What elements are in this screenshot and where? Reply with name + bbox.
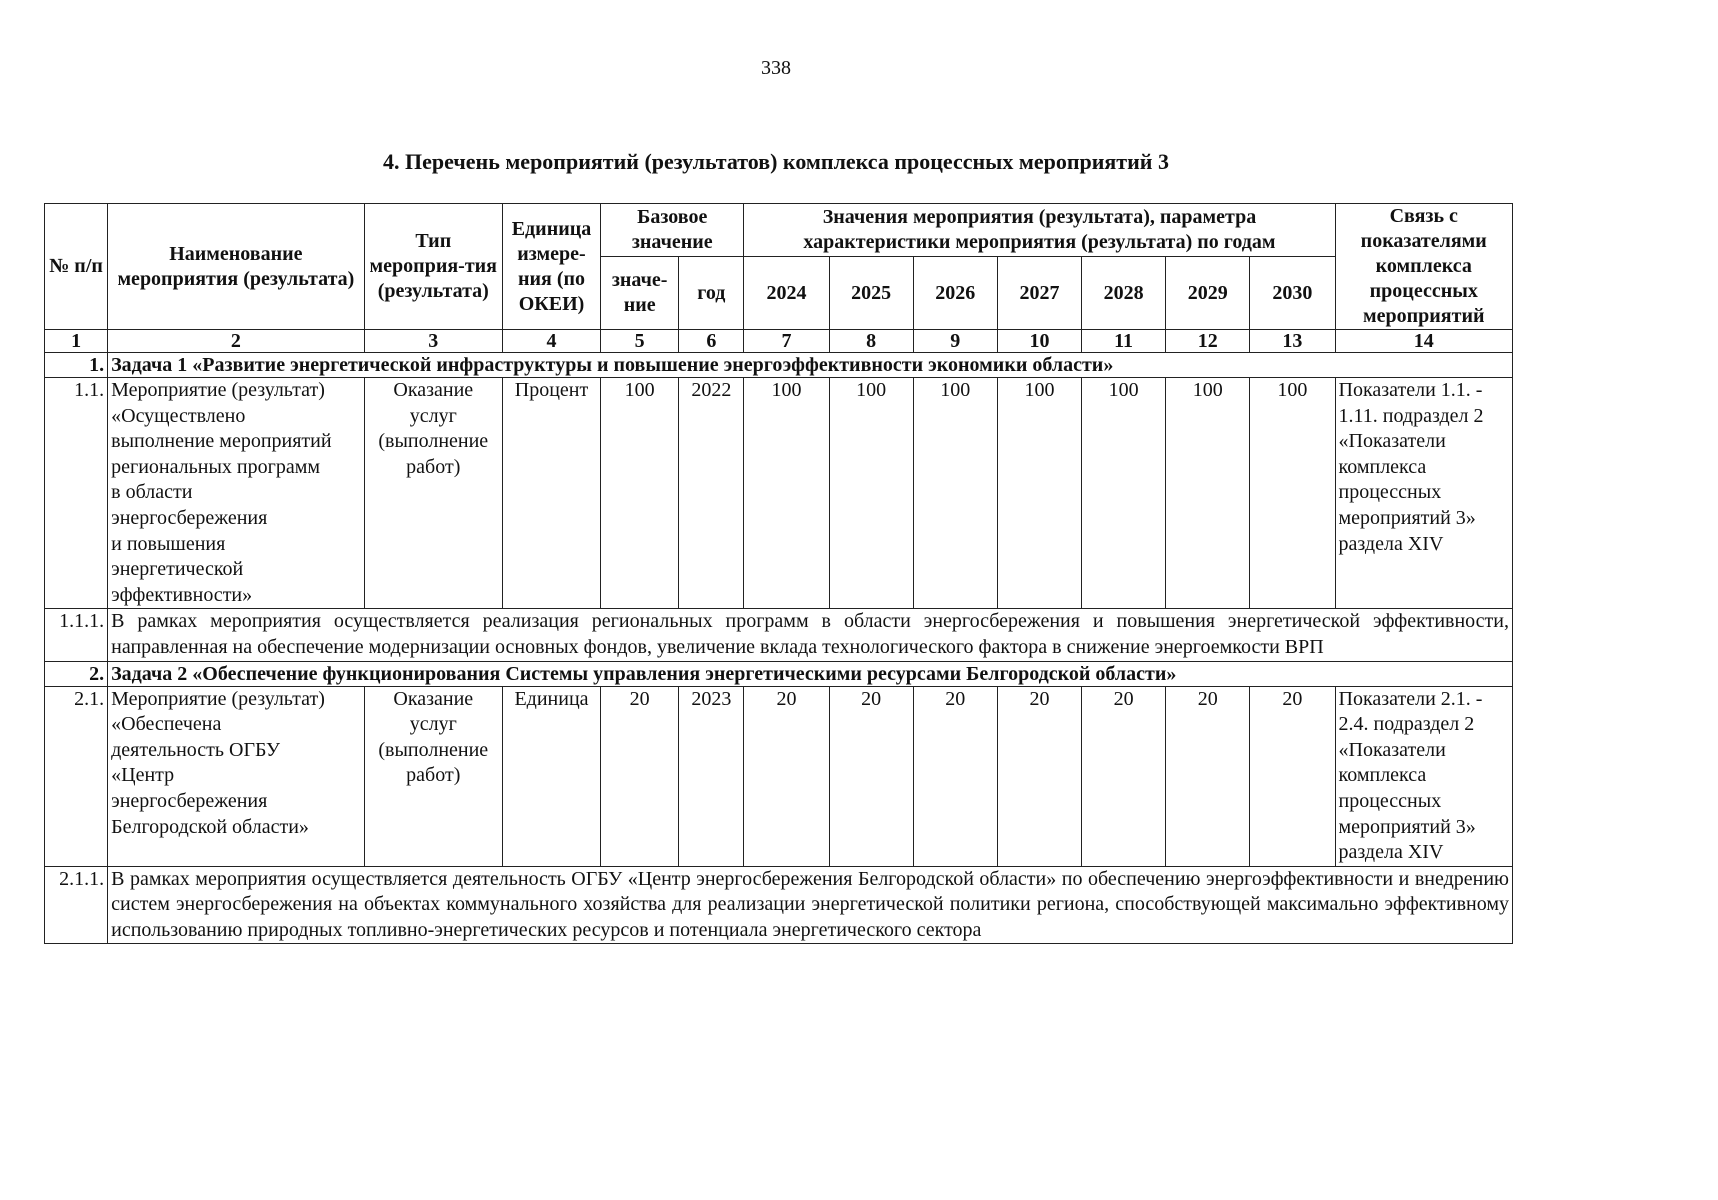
year-value: 100 (744, 378, 829, 609)
description-text: В рамках мероприятия осуществляется деятельность ОГБУ «Центр энергосбережения Белгородской области» по обеспечению энергоэффективности и внедрению систем энергосбережения на объектах коммунального хозяйства для реализации энергетической политики региона, способствующей максимально эффективному использованию природных топливно-энергетических ресурсов и потенциала энергетического сектора (108, 866, 1513, 944)
measures-table (44, 203, 1513, 944)
measure-name-line: энергетической (111, 558, 244, 581)
header-unit: Единица измере-ния (по ОКЕИ) (502, 204, 600, 330)
base-year: 2023 (679, 686, 744, 866)
column-number: 12 (1166, 330, 1250, 353)
indicator-link-line: «Показатели (1338, 738, 1446, 761)
year-value: 100 (829, 378, 913, 609)
measure-type-line: услуг (409, 713, 457, 736)
description-number: 1.1.1. (45, 609, 108, 661)
year-value: 100 (997, 378, 1081, 609)
measure-name (108, 378, 365, 609)
header-year: 2026 (913, 257, 997, 330)
year-value: 20 (997, 686, 1081, 866)
task-number: 2. (45, 661, 108, 686)
header-year: 2029 (1166, 257, 1250, 330)
measure-name-line: в области (111, 481, 193, 504)
measure-type-line: (выполнение (378, 430, 489, 453)
column-number: 9 (913, 330, 997, 353)
description-row-1 (45, 609, 1513, 661)
measure-name-line: энергосбережения (111, 506, 268, 529)
header-year: 2025 (829, 257, 913, 330)
measure-name-line: и повышения (111, 532, 226, 555)
description-text: В рамках мероприятия осуществляется реализация региональных программ в области энергосбережения и повышения энергетической эффективности, направленная на обеспечение модернизации основных фондов, увеличение вклада технологического фактора в снижение энергоемкости ВРП (108, 609, 1513, 661)
column-number: 5 (601, 330, 679, 353)
header-year: 2030 (1250, 257, 1335, 330)
year-value: 20 (744, 686, 829, 866)
measure-type-line: Оказание (393, 379, 474, 401)
year-value: 100 (913, 378, 997, 609)
column-number-row (45, 330, 1513, 353)
header-year: 2024 (744, 257, 829, 330)
description-row-2 (45, 866, 1513, 944)
measure-type (364, 686, 502, 866)
measure-type-line: Оказание (393, 687, 474, 710)
measure-name-line: «Обеспечена (111, 713, 222, 736)
document-title: 4. Перечень мероприятий (результатов) комплекса процессных мероприятий 3 (383, 149, 1169, 174)
measure-name-line: «Осуществлено (111, 404, 246, 427)
header-base-year: год (679, 257, 744, 330)
measure-name-line: «Центр (111, 764, 175, 787)
indicator-link-line: Показатели 2.1. - (1338, 687, 1483, 710)
measure-name-line: выполнение мероприятий (111, 430, 332, 453)
measure-name-line: Белгородской области» (111, 815, 309, 838)
measure-name-line: эффективности» (111, 583, 253, 606)
task-number: 1. (45, 353, 108, 378)
task-title: Задача 2 «Обеспечение функционирования Системы управления энергетическими ресурсами Белгородской области» (108, 661, 1513, 686)
measure-type-line: услуг (409, 404, 457, 427)
page-number: 338 (761, 57, 791, 79)
measure-row-2 (45, 686, 1513, 866)
measure-name-line: Мероприятие (результат) (111, 379, 325, 401)
indicator-link-line: процессных (1338, 481, 1442, 504)
header-name: Наименование мероприятия (результата) (108, 204, 365, 330)
indicator-link-line: комплекса (1338, 764, 1427, 787)
measure-type (364, 378, 502, 609)
column-number: 10 (997, 330, 1081, 353)
measure-name-line: региональных программ (111, 455, 321, 478)
task-row-2 (45, 661, 1513, 686)
task-row-1 (45, 353, 1513, 378)
year-value: 100 (1166, 378, 1250, 609)
indicator-link-line: «Показатели (1338, 430, 1446, 453)
indicator-link-line: 2.4. подраздел 2 (1338, 713, 1475, 736)
column-number: 1 (45, 330, 108, 353)
column-number: 13 (1250, 330, 1335, 353)
header-link: Связь с показателями комплекса процессных мероприятий (1335, 204, 1512, 330)
indicator-link-line: мероприятий 3» (1338, 815, 1476, 838)
base-value: 20 (601, 686, 679, 866)
header-year: 2028 (1082, 257, 1166, 330)
column-number: 8 (829, 330, 913, 353)
column-number: 6 (679, 330, 744, 353)
measure-type-line: (выполнение (378, 738, 489, 761)
indicator-link (1335, 378, 1512, 609)
indicator-link-line: Показатели 1.1. - (1338, 379, 1483, 401)
base-value: 100 (601, 378, 679, 609)
measure-name (108, 686, 365, 866)
indicator-link-line: раздела XIV (1338, 532, 1444, 555)
header-type: Тип мероприя-тия (результата) (364, 204, 502, 330)
year-value: 20 (1250, 686, 1335, 866)
measure-row-1 (45, 378, 1513, 609)
year-value: 100 (1082, 378, 1166, 609)
task-title: Задача 1 «Развитие энергетической инфраструктуры и повышение энергоэффективности экономики области» (108, 353, 1513, 378)
measure-type-line: работ) (406, 764, 461, 787)
measure-unit: Единица (502, 686, 600, 866)
indicator-link-line: процессных (1338, 789, 1442, 812)
indicator-link-line: комплекса (1338, 455, 1427, 478)
year-value: 20 (1082, 686, 1166, 866)
indicator-link-line: 1.11. подраздел 2 (1338, 404, 1484, 427)
year-value: 20 (1166, 686, 1250, 866)
header-base-value: значе-ние (601, 257, 679, 330)
measure-type-line: работ) (406, 455, 461, 478)
measure-name-line: деятельность ОГБУ (111, 738, 280, 761)
column-number: 3 (364, 330, 502, 353)
header-year: 2027 (997, 257, 1081, 330)
header-base-group: Базовое значение (601, 204, 744, 257)
column-number: 11 (1082, 330, 1166, 353)
year-value: 100 (1250, 378, 1335, 609)
measure-number: 1.1. (45, 378, 108, 609)
column-number: 7 (744, 330, 829, 353)
measure-name-line: Мероприятие (результат) (111, 687, 325, 710)
measure-number: 2.1. (45, 686, 108, 866)
base-year: 2022 (679, 378, 744, 609)
header-values-group: Значения мероприятия (результата), параметра характеристики мероприятия (результата) по годам (744, 204, 1335, 257)
header-num: № п/п (45, 204, 108, 330)
indicator-link (1335, 686, 1512, 866)
column-number: 4 (502, 330, 600, 353)
description-number: 2.1.1. (45, 866, 108, 944)
year-value: 20 (829, 686, 913, 866)
column-number: 2 (108, 330, 365, 353)
column-number: 14 (1335, 330, 1512, 353)
year-value: 20 (913, 686, 997, 866)
measure-unit: Процент (502, 378, 600, 609)
indicator-link-line: мероприятий 3» (1338, 506, 1476, 529)
indicator-link-line: раздела XIV (1338, 841, 1444, 864)
measure-name-line: энергосбережения (111, 789, 268, 812)
